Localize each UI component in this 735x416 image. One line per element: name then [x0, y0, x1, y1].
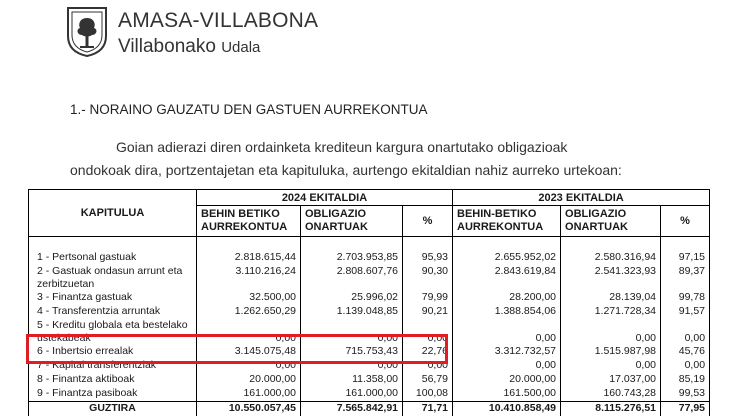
total-value: 71,71: [403, 402, 453, 416]
cell-value: 25.996,02: [301, 291, 403, 305]
total-value: 77,95: [661, 402, 710, 416]
cell-value: 28.200,00: [453, 291, 561, 305]
total-row: [29, 402, 710, 416]
cell-value: 0,00: [403, 319, 453, 345]
table-row: [29, 265, 710, 291]
cell-value: 0,00: [561, 319, 661, 345]
table-row: [29, 387, 710, 402]
cell-value: 161.000,00: [301, 387, 403, 402]
table-row: [29, 291, 710, 305]
cell-value: 0,00: [197, 359, 301, 373]
row-label: 8 - Finantza aktiboak: [29, 373, 197, 387]
cell-value: 79,99: [403, 291, 453, 305]
behin-2024-header: BEHIN BETIKO AURREKONTUA: [197, 206, 301, 237]
cell-value: 2.655.952,02: [453, 251, 561, 265]
cell-value: 3.145.075,48: [197, 345, 301, 359]
cell-value: 0,00: [453, 359, 561, 373]
cell-value: 0,00: [301, 319, 403, 345]
cell-value: 3.312.732,57: [453, 345, 561, 359]
behin-2023-header: BEHIN-BETIKO AURREKONTUA: [453, 206, 561, 237]
cell-value: 2.580.316,94: [561, 251, 661, 265]
cell-value: 20.000,00: [197, 373, 301, 387]
cell-value: 160.743,28: [561, 387, 661, 402]
cell-value: 99,53: [661, 387, 710, 402]
row-label: 9 - Finantza pasiboak: [29, 387, 197, 402]
cell-value: 0,00: [403, 359, 453, 373]
cell-value: 1.271.728,34: [561, 305, 661, 319]
row-label: 7 - Kapital transferentziak: [29, 359, 197, 373]
cell-value: 56,79: [403, 373, 453, 387]
row-label: 1 - Pertsonal gastuak: [29, 251, 197, 265]
row-label: 2 - Gastuak ondasun arrunt eta zerbitzuetan: [29, 265, 197, 291]
total-value: 10.550.057,45: [197, 402, 301, 416]
cell-value: 11.358,00: [301, 373, 403, 387]
cell-value: 1.515.987,98: [561, 345, 661, 359]
year-2024-header: 2024 EKITALDIA: [197, 190, 453, 206]
year-2023-header: 2023 EKITALDIA: [453, 190, 710, 206]
total-label: GUZTIRA: [29, 402, 197, 416]
cell-value: 17.037,00: [561, 373, 661, 387]
cell-value: 85,19: [661, 373, 710, 387]
cell-value: 0,00: [661, 319, 710, 345]
cell-value: 2.843.619,84: [453, 265, 561, 291]
highlight-box: [26, 334, 448, 364]
cell-value: 0,00: [453, 319, 561, 345]
cell-value: 0,00: [197, 319, 301, 345]
cell-value: 2.818.615,44: [197, 251, 301, 265]
table-row: [29, 373, 710, 387]
cell-value: 1.139.048,85: [301, 305, 403, 319]
cell-value: 89,37: [661, 265, 710, 291]
municipal-coat-of-arms-icon: [66, 6, 108, 58]
cell-value: 97,15: [661, 251, 710, 265]
org-subtitle-main: Villabonako: [118, 36, 216, 57]
org-subtitle-small: Udala: [221, 39, 260, 56]
org-name: AMASA-VILLABONA: [118, 9, 318, 33]
cell-value: 715.753,43: [301, 345, 403, 359]
oblig-2024-header: OBLIGAZIO ONARTUAK: [301, 206, 403, 237]
cell-value: 161.500,00: [453, 387, 561, 402]
kapitulua-header: KAPITULUA: [29, 190, 197, 237]
cell-value: 20.000,00: [453, 373, 561, 387]
cell-value: 0,00: [561, 359, 661, 373]
pct-2023-header: %: [661, 206, 710, 237]
total-value: 8.115.276,51: [561, 402, 661, 416]
cell-value: 90,30: [403, 265, 453, 291]
intro-paragraph: [70, 136, 630, 182]
cell-value: 3.110.216,24: [197, 265, 301, 291]
cell-value: 100,08: [403, 387, 453, 402]
cell-value: 2.703.953,85: [301, 251, 403, 265]
cell-value: 0,00: [301, 359, 403, 373]
cell-value: 95,93: [403, 251, 453, 265]
table-row: [29, 251, 710, 265]
section-title: 1.- NORAINO GAUZATU DEN GASTUEN AURREKONTUA: [70, 102, 428, 117]
cell-value: 99,78: [661, 291, 710, 305]
row-label: 5 - Kreditu globala eta bestelako ustekabeak: [29, 319, 197, 345]
cell-value: 2.808.607,76: [301, 265, 403, 291]
cell-value: 1.262.650,29: [197, 305, 301, 319]
pct-2024-header: %: [403, 206, 453, 237]
cell-value: 91,57: [661, 305, 710, 319]
cell-value: 161.000,00: [197, 387, 301, 402]
cell-value: 1.388.854,06: [453, 305, 561, 319]
row-label: 4 - Transferentzia arruntak: [29, 305, 197, 319]
cell-value: 2.541.323,93: [561, 265, 661, 291]
org-subtitle: [118, 36, 260, 58]
cell-value: 45,76: [661, 345, 710, 359]
cell-value: 28.139,04: [561, 291, 661, 305]
cell-value: 22,76: [403, 345, 453, 359]
cell-value: 0,00: [661, 359, 710, 373]
budget-table: [28, 189, 710, 416]
intro-text: Goian adierazi diren ordainketa krediteun kargura onartutako obligazioak ondokoak dira, portzentajetan eta kapituluka, aurtengo ekitaldian nahiz aurreko urtekoan:: [70, 139, 622, 178]
row-label: 6 - Inbertsio errealak: [29, 345, 197, 359]
cell-value: 90,21: [403, 305, 453, 319]
total-value: 10.410.858,49: [453, 402, 561, 416]
cell-value: 32.500,00: [197, 291, 301, 305]
oblig-2023-header: OBLIGAZIO ONARTUAK: [561, 206, 661, 237]
total-value: 7.565.842,91: [301, 402, 403, 416]
table-row: [29, 305, 710, 319]
row-label: 3 - Finantza gastuak: [29, 291, 197, 305]
